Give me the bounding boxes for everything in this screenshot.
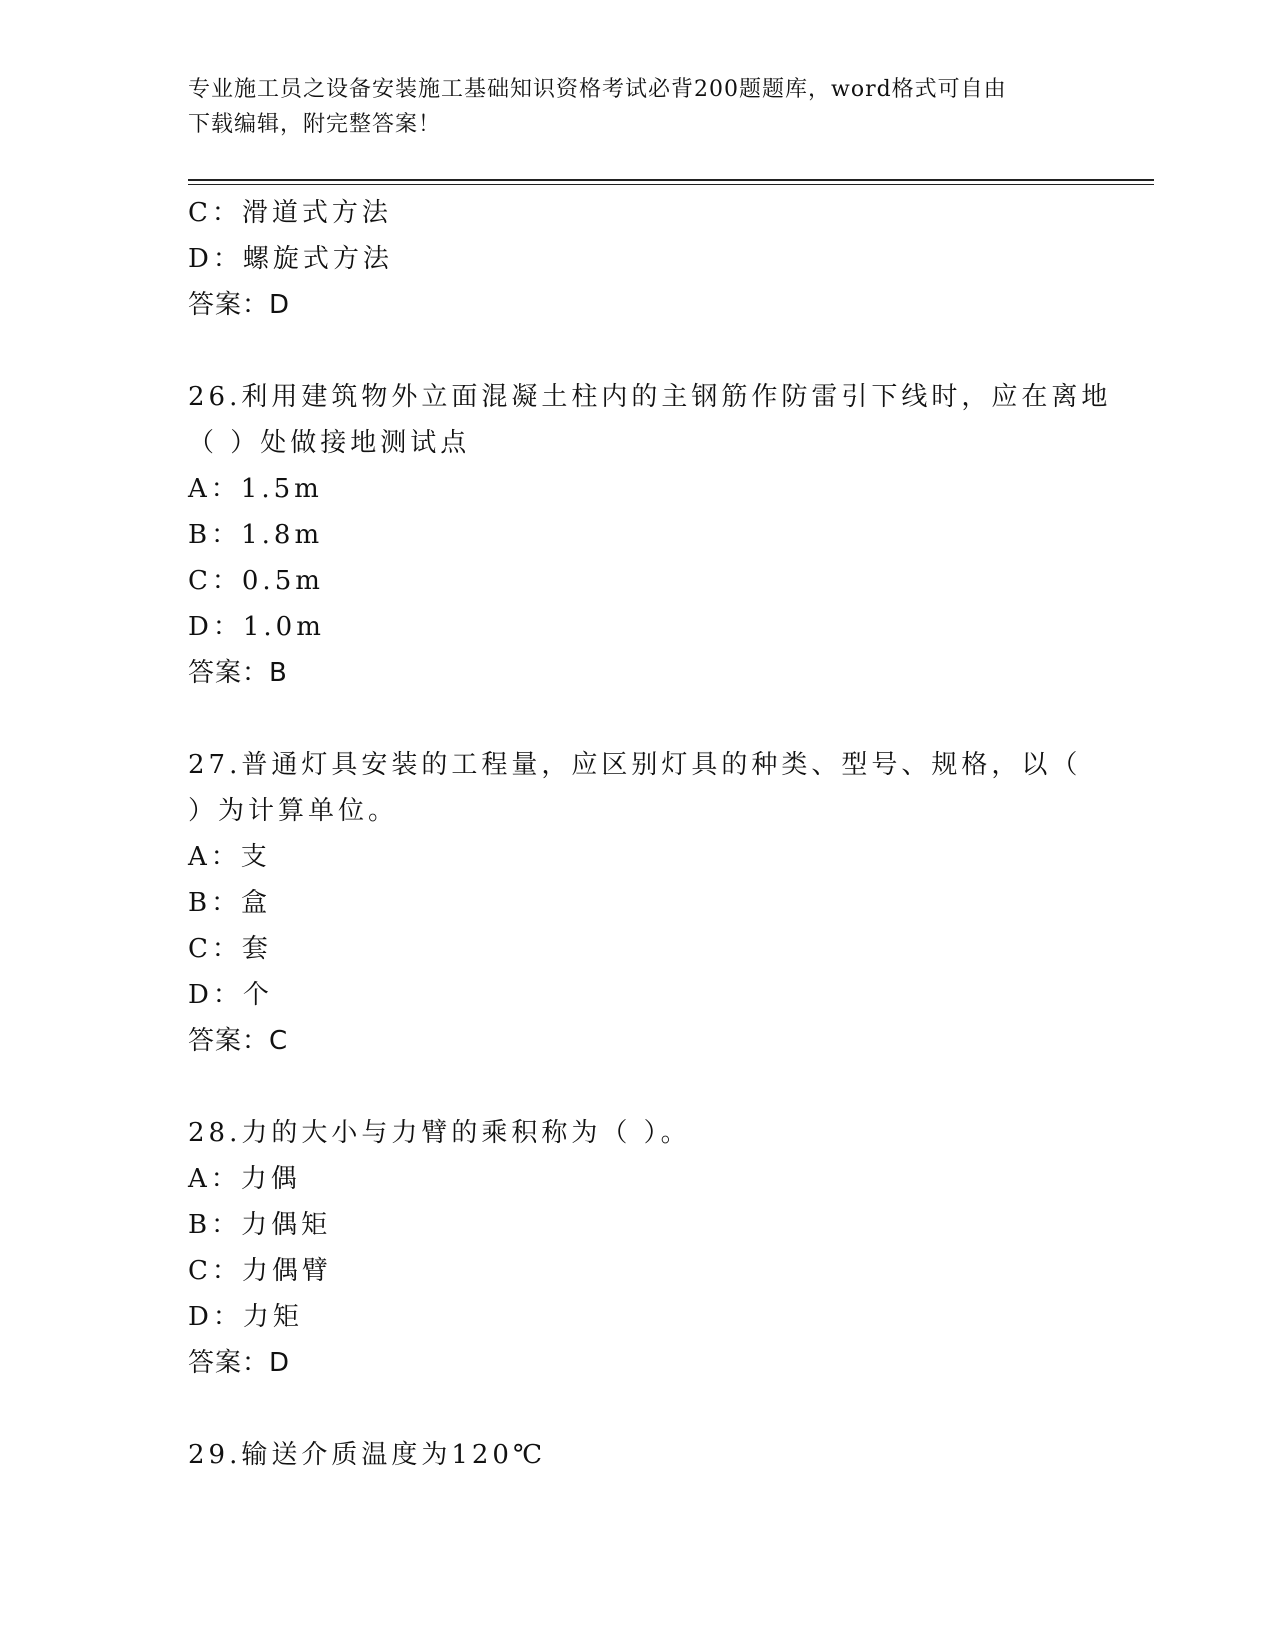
question-27 bbox=[188, 742, 1088, 1064]
answer: 答案：C bbox=[188, 1026, 289, 1056]
question-text: 28.力的大小与力臂的乘积称为（ ）。 bbox=[188, 1118, 691, 1148]
option-c: C：0.5m bbox=[188, 566, 324, 596]
question-text: ）为计算单位。 bbox=[188, 796, 399, 826]
question-28 bbox=[188, 1110, 1088, 1386]
option-d: D：个 bbox=[188, 980, 273, 1010]
header-line-1: 专业施工员之设备安装施工基础知识资格考试必背200题题库，word格式可自由 bbox=[188, 77, 1007, 102]
option-a: A：1.5m bbox=[188, 474, 323, 504]
prev-option-d: D：螺旋式方法 bbox=[188, 244, 393, 274]
question-26 bbox=[188, 374, 1112, 696]
option-a: A：力偶 bbox=[188, 1164, 301, 1194]
option-b: B：力偶矩 bbox=[188, 1210, 332, 1240]
header-rule-thick bbox=[188, 179, 1154, 181]
header-line-2: 下载编辑，附完整答案！ bbox=[188, 112, 442, 137]
question-29 bbox=[188, 1432, 1088, 1478]
answer: 答案：B bbox=[188, 658, 288, 688]
question-text: 27.普通灯具安装的工程量，应区别灯具的种类、型号、规格，以（ bbox=[188, 750, 1082, 780]
option-d: D：力矩 bbox=[188, 1302, 303, 1332]
option-c: C：力偶臂 bbox=[188, 1256, 332, 1286]
prev-answer: 答案：D bbox=[188, 290, 291, 320]
option-a: A：支 bbox=[188, 842, 271, 872]
header-rule-thin bbox=[188, 184, 1154, 185]
question-body bbox=[188, 190, 1112, 1478]
page-header bbox=[188, 72, 1088, 142]
question-text: 29.输送介质温度为120℃ bbox=[188, 1440, 547, 1470]
option-d: D：1.0m bbox=[188, 612, 325, 642]
option-b: B：盒 bbox=[188, 888, 272, 918]
prev-option-c: C：滑道式方法 bbox=[188, 198, 392, 228]
option-b: B：1.8m bbox=[188, 520, 324, 550]
option-c: C：套 bbox=[188, 934, 272, 964]
answer: 答案：D bbox=[188, 1348, 291, 1378]
question-text: （ ）处做接地测试点 bbox=[188, 428, 471, 458]
question-text: 26.利用建筑物外立面混凝土柱内的主钢筋作防雷引下线时，应在离地 bbox=[188, 382, 1112, 412]
